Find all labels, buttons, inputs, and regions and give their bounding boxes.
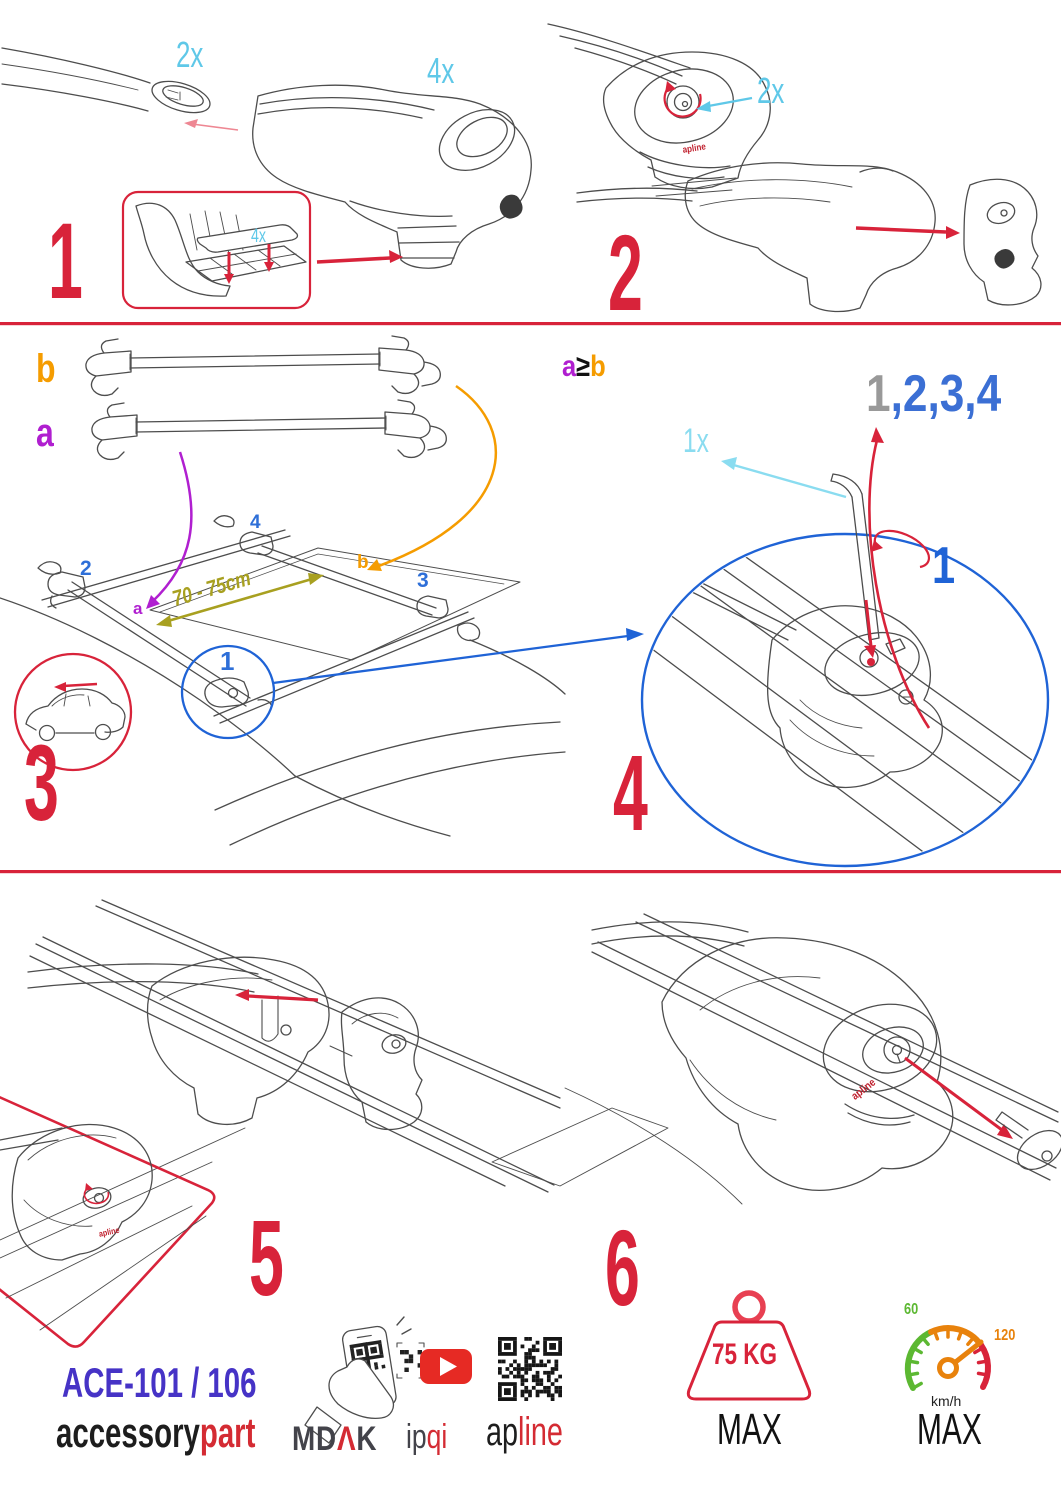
step-2-number: 2 bbox=[608, 212, 643, 333]
tighten-order-rest: ,2,3,4 bbox=[890, 365, 1002, 423]
pad-to-foot-arrow bbox=[317, 250, 403, 263]
bar-quantity-label: 2x bbox=[176, 34, 204, 75]
apline-red: line bbox=[518, 1410, 563, 1454]
divider-bottom bbox=[0, 870, 1061, 873]
key-icon bbox=[996, 1112, 1061, 1177]
speed-high-label: 120 bbox=[994, 1327, 1016, 1344]
accessorypart-black: accessory bbox=[56, 1409, 200, 1456]
brand-on-foot6-label: apline bbox=[849, 1076, 879, 1103]
crossbar-a-drawing bbox=[92, 400, 446, 459]
apline-black: ap bbox=[486, 1410, 519, 1454]
qr-code bbox=[498, 1337, 562, 1401]
bar-b-label: b bbox=[36, 347, 56, 391]
foot-quantity-label: 4x bbox=[427, 50, 455, 91]
zoom-circle bbox=[642, 534, 1048, 866]
tighten-order-label bbox=[866, 365, 1002, 423]
roof-b-label: b bbox=[357, 552, 369, 573]
tool-quantity-label: 1x bbox=[683, 422, 709, 460]
key-insert-arrow bbox=[905, 1058, 1013, 1139]
foot-cover-drawing bbox=[577, 163, 1041, 312]
roof-position-4-label: 4 bbox=[250, 512, 261, 533]
speedometer-icon bbox=[908, 1328, 988, 1388]
zoom-link-arrow bbox=[273, 628, 644, 683]
cover-slide-arrow bbox=[856, 226, 960, 239]
roof-position-3-label: 3 bbox=[417, 569, 429, 592]
mdak-pre: MD bbox=[292, 1420, 338, 1458]
step4-illustration bbox=[640, 427, 1048, 872]
length-rule-label bbox=[562, 352, 606, 382]
bar-b-position-arrow bbox=[367, 386, 496, 571]
step-3-number: 3 bbox=[24, 722, 59, 843]
bar-distance-label: 70 - 75cm bbox=[169, 564, 254, 612]
roof-a-label: a bbox=[133, 599, 143, 618]
divider-top bbox=[0, 322, 1061, 325]
step-4-number: 4 bbox=[613, 732, 648, 853]
accessorypart-logo bbox=[56, 1409, 256, 1456]
step-1-number: 1 bbox=[48, 200, 83, 321]
locking-drawing bbox=[492, 914, 1058, 1204]
forward-direction-arrow bbox=[63, 684, 97, 686]
model-number: ACE-101 / 106 bbox=[62, 1359, 257, 1406]
roof-position-2-label: 2 bbox=[80, 557, 92, 580]
rubber-pad-inset bbox=[123, 192, 310, 308]
ipqi-logo bbox=[406, 1420, 447, 1454]
brand-on-inset-foot-label: apline bbox=[97, 1224, 121, 1239]
brand-on-foot-label: apline bbox=[681, 141, 707, 156]
max-load-label: MAX bbox=[717, 1405, 782, 1454]
foot-ref-label: 1 bbox=[932, 537, 956, 595]
step6-illustration bbox=[492, 914, 1061, 1204]
rule-operator: ≥ bbox=[576, 350, 591, 383]
bar-insert-arrow bbox=[184, 119, 238, 130]
speed-low-label: 60 bbox=[904, 1301, 919, 1318]
tool-qty-arrow bbox=[721, 457, 846, 497]
step-6-number: 6 bbox=[605, 1207, 640, 1328]
speed-unit-label: km/h bbox=[931, 1393, 962, 1409]
roof-position-1-label: 1 bbox=[220, 646, 235, 676]
assembled-bar-end-drawing bbox=[548, 24, 770, 196]
bar-a-label: a bbox=[36, 411, 54, 455]
tighten-order-arrow bbox=[869, 427, 929, 728]
max-speed-label: MAX bbox=[917, 1405, 982, 1454]
mdak-logo bbox=[292, 1422, 377, 1456]
accessorypart-red: part bbox=[199, 1409, 256, 1456]
rule-a: a bbox=[562, 350, 577, 383]
youtube-icon bbox=[420, 1349, 472, 1384]
step-5-number: 5 bbox=[249, 1197, 284, 1318]
mdak-post: K bbox=[356, 1420, 378, 1458]
lock-quantity-label: 2x bbox=[757, 70, 785, 111]
assembled-inset bbox=[0, 1084, 214, 1347]
ipqi-black: ip bbox=[406, 1418, 427, 1456]
mdak-lambda: Λ bbox=[337, 1420, 357, 1458]
apline-logo bbox=[486, 1412, 563, 1452]
foot-clamp-drawing bbox=[253, 85, 532, 268]
pad-quantity-label: 4x bbox=[251, 226, 267, 247]
crossbar-b-drawing bbox=[86, 336, 440, 395]
step3-illustration bbox=[0, 336, 644, 845]
tighten-order-first: 1 bbox=[866, 365, 891, 423]
rule-b: b bbox=[590, 350, 606, 383]
ipqi-red: qi bbox=[426, 1418, 448, 1456]
cover-push-arrow bbox=[235, 989, 318, 1001]
max-load-value: 75 KG bbox=[712, 1338, 778, 1371]
lock-qty-arrow bbox=[696, 98, 752, 112]
